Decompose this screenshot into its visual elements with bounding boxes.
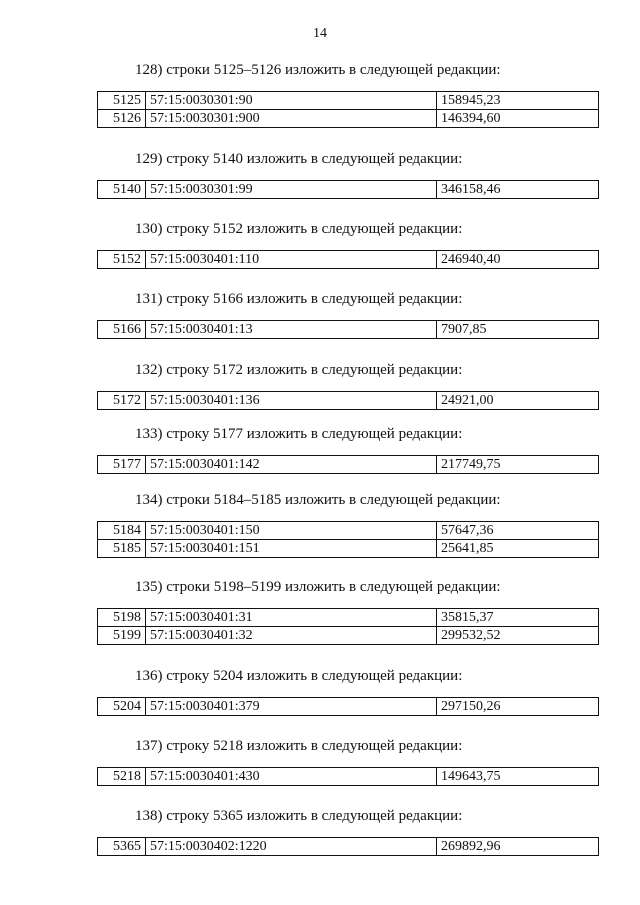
amendment-heading: 135) строки 5198–5199 изложить в следующей редакции: [135,579,501,595]
row-number: 5199 [98,627,146,645]
cadastral-value: 269892,96 [437,838,599,856]
amendment-heading: 131) строку 5166 изложить в следующей редакции: [135,291,463,307]
cadastral-value: 297150,26 [437,698,599,716]
amendment-table [97,697,599,716]
row-number: 5140 [98,181,146,199]
table-row [98,181,599,199]
cadastral-value: 35815,37 [437,609,599,627]
cadastral-value: 149643,75 [437,768,599,786]
table-row [98,522,599,540]
amendment-table [97,608,599,645]
row-number: 5198 [98,609,146,627]
table-row [98,110,599,128]
amendment-table [97,180,599,199]
row-number: 5184 [98,522,146,540]
amendment-heading: 132) строку 5172 изложить в следующей редакции: [135,362,463,378]
amendment-heading: 133) строку 5177 изложить в следующей редакции: [135,426,463,442]
cadastral-value: 25641,85 [437,540,599,558]
table-row [98,768,599,786]
table-row [98,698,599,716]
cadastral-number: 57:15:0030401:430 [146,768,437,786]
amendment-heading: 129) строку 5140 изложить в следующей редакции: [135,151,463,167]
table-row [98,456,599,474]
amendment-heading: 134) строки 5184–5185 изложить в следующей редакции: [135,492,501,508]
row-number: 5204 [98,698,146,716]
cadastral-number: 57:15:0030301:99 [146,181,437,199]
cadastral-value: 57647,36 [437,522,599,540]
cadastral-value: 7907,85 [437,321,599,339]
amendment-table [97,91,599,128]
amendment-heading: 137) строку 5218 изложить в следующей редакции: [135,738,463,754]
amendment-table [97,391,599,410]
cadastral-number: 57:15:0030301:90 [146,92,437,110]
amendment-heading: 136) строку 5204 изложить в следующей редакции: [135,668,463,684]
cadastral-value: 24921,00 [437,392,599,410]
cadastral-number: 57:15:0030401:151 [146,540,437,558]
cadastral-number: 57:15:0030401:31 [146,609,437,627]
amendment-table [97,250,599,269]
amendment-heading: 130) строку 5152 изложить в следующей редакции: [135,221,463,237]
table-row [98,321,599,339]
table-row [98,92,599,110]
cadastral-number: 57:15:0030401:32 [146,627,437,645]
cadastral-number: 57:15:0030401:150 [146,522,437,540]
amendment-table [97,455,599,474]
amendment-heading: 128) строки 5125–5126 изложить в следующей редакции: [135,62,501,78]
cadastral-number: 57:15:0030402:1220 [146,838,437,856]
row-number: 5185 [98,540,146,558]
table-row [98,540,599,558]
table-row [98,627,599,645]
amendment-heading: 138) строку 5365 изложить в следующей редакции: [135,808,463,824]
page-number: 14 [313,26,327,41]
cadastral-number: 57:15:0030401:136 [146,392,437,410]
row-number: 5126 [98,110,146,128]
amendment-table [97,521,599,558]
row-number: 5125 [98,92,146,110]
table-row [98,838,599,856]
cadastral-number: 57:15:0030401:142 [146,456,437,474]
cadastral-number: 57:15:0030401:13 [146,321,437,339]
table-row [98,392,599,410]
table-row [98,609,599,627]
cadastral-number: 57:15:0030401:110 [146,251,437,269]
cadastral-value: 346158,46 [437,181,599,199]
row-number: 5172 [98,392,146,410]
row-number: 5365 [98,838,146,856]
row-number: 5166 [98,321,146,339]
row-number: 5152 [98,251,146,269]
cadastral-value: 146394,60 [437,110,599,128]
amendment-table [97,767,599,786]
amendment-table [97,837,599,856]
table-row [98,251,599,269]
cadastral-value: 217749,75 [437,456,599,474]
cadastral-value: 299532,52 [437,627,599,645]
cadastral-number: 57:15:0030301:900 [146,110,437,128]
row-number: 5177 [98,456,146,474]
amendment-table [97,320,599,339]
cadastral-number: 57:15:0030401:379 [146,698,437,716]
cadastral-value: 246940,40 [437,251,599,269]
row-number: 5218 [98,768,146,786]
cadastral-value: 158945,23 [437,92,599,110]
